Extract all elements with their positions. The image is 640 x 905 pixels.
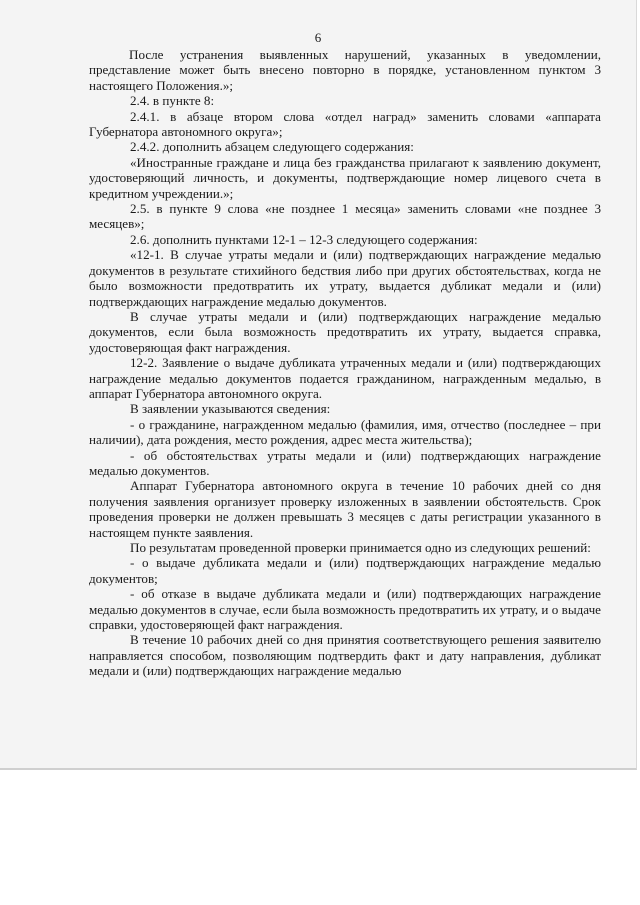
paragraph: В случае утраты медали и (или) подтверждающих награждение медалью документов, если была возможность предотвратить их утрату, выдается справка, удостоверяющая факт награждения. bbox=[89, 308, 601, 355]
paragraph: 2.4. в пункте 8: bbox=[130, 93, 215, 109]
paragraph: «12-1. В случае утраты медали и (или) подтверждающих награждение медалью документов в результате стихийного бедствия либо при других обстоятельствах, когда не было возможности предотвратить их утрату, выдается дубликат медали и (или) подтверждающих награждение медалью документов. bbox=[89, 247, 601, 309]
paragraph: - об обстоятельствах утраты медали и (или) подтверждающих награждение медалью документов. bbox=[89, 447, 601, 478]
paragraph: 2.5. в пункте 9 слова «не позднее 1 месяца» заменить словами «не позднее 3 месяцев»; bbox=[89, 201, 601, 232]
paragraph: «Иностранные граждане и лица без гражданства прилагают к заявлению документ, удостоверяющий личность, и документы, подтверждающие номер лицевого счета в кредитном учреждении.»; bbox=[89, 154, 601, 201]
paragraph: - о выдаче дубликата медали и (или) подтверждающих награждение медалью документов; bbox=[89, 555, 601, 586]
paragraph: 2.4.2. дополнить абзацем следующего содержания: bbox=[130, 139, 414, 155]
paragraph: 12-2. Заявление о выдаче дубликата утраченных медали и (или) подтверждающих награждение медалью документов подается гражданином, награжденным медалью, в аппарат Губернатора автономного округа. bbox=[89, 355, 601, 401]
paragraph: Аппарат Губернатора автономного округа в течение 10 рабочих дней со дня получения заявления организует проверку изложенных в заявлении обстоятельств. Срок проведения проверки не должен превышать 3 месяцев с даты регистрации указанного в настоящем пункте заявления. bbox=[89, 478, 601, 540]
paragraph: По результатам проведенной проверки принимается одно из следующих решений: bbox=[130, 540, 591, 555]
page-number: 6 bbox=[314, 30, 322, 45]
paragraph: В заявлении указываются сведения: bbox=[130, 401, 331, 417]
document-body bbox=[89, 47, 601, 679]
paragraph: - о гражданине, награжденном медалью (фамилия, имя, отчество (последнее – при наличии), дата рождения, место рождения, адрес места жительства); bbox=[89, 416, 601, 448]
paragraph: 2.4.1. в абзаце втором слова «отдел наград» заменить словами «аппарата Губернатора автономного округа»; bbox=[89, 108, 601, 140]
paragraph: В течение 10 рабочих дней со дня принятия соответствующего решения заявителю направляется способом, позволяющим подтвердить факт и дату направления, дубликат медали и (или) подтверждающих награждение медалью bbox=[89, 632, 601, 679]
paragraph: - об отказе в выдаче дубликата медали и (или) подтверждающих награждение медалью документов в случае, если была возможность предотвратить их утрату, и о выдаче справки, удостоверяющей факт награждения. bbox=[89, 586, 601, 633]
paragraph: После устранения выявленных нарушений, указанных в уведомлении, представление может быть внесено повторно в порядке, установленном пунктом 3 настоящего Положения.»; bbox=[89, 47, 601, 93]
paragraph: 2.6. дополнить пунктами 12-1 – 12-3 следующего содержания: bbox=[130, 231, 478, 247]
